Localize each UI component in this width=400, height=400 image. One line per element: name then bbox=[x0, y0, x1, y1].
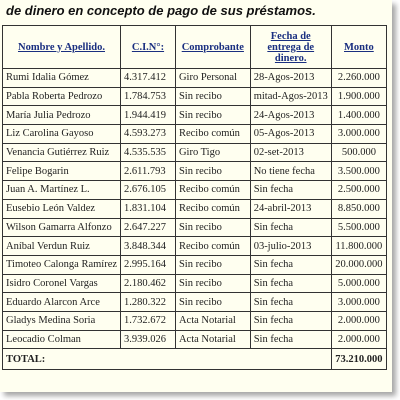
cell-receipt: Sin recibo bbox=[175, 87, 250, 106]
document-heading: de dinero en concepto de pago de sus préstamos. bbox=[6, 3, 316, 18]
cell-date: Sin fecha bbox=[250, 181, 331, 200]
header-name: Nombre y Apellido. bbox=[3, 26, 121, 69]
cell-date: No tiene fecha bbox=[250, 162, 331, 181]
cell-date: Sin fecha bbox=[250, 255, 331, 274]
cell-name: Eduardo Alarcon Arce bbox=[3, 293, 121, 312]
cell-receipt: Giro Tigo bbox=[175, 143, 250, 162]
table-row bbox=[3, 106, 387, 125]
cell-receipt: Sin recibo bbox=[175, 162, 250, 181]
cell-ci: 4.317.412 bbox=[121, 69, 176, 88]
table-row bbox=[3, 69, 387, 88]
table-row bbox=[3, 237, 387, 256]
cell-receipt: Recibo común bbox=[175, 181, 250, 200]
cell-date: 05-Agos-2013 bbox=[250, 125, 331, 144]
table-row bbox=[3, 87, 387, 106]
cell-receipt: Sin recibo bbox=[175, 274, 250, 293]
cell-ci: 1.831.104 bbox=[121, 199, 176, 218]
cell-name: Gladys Medina Soria bbox=[3, 311, 121, 330]
cell-date: Sin fecha bbox=[250, 311, 331, 330]
cell-ci: 2.611.793 bbox=[121, 162, 176, 181]
table-header-row bbox=[3, 26, 387, 69]
table-row bbox=[3, 199, 387, 218]
cell-amount: 8.850.000 bbox=[331, 199, 386, 218]
table-row bbox=[3, 255, 387, 274]
table-row bbox=[3, 162, 387, 181]
cell-amount: 20.000.000 bbox=[331, 255, 386, 274]
cell-receipt: Sin recibo bbox=[175, 218, 250, 237]
cell-date: Sin fecha bbox=[250, 218, 331, 237]
cell-ci: 4.593.273 bbox=[121, 125, 176, 144]
total-label: TOTAL: bbox=[3, 349, 332, 370]
cell-date: Sin fecha bbox=[250, 274, 331, 293]
cell-name: Liz Carolina Gayoso bbox=[3, 125, 121, 144]
cell-ci: 3.939.026 bbox=[121, 330, 176, 349]
cell-amount: 2.000.000 bbox=[331, 311, 386, 330]
cell-receipt: Recibo común bbox=[175, 237, 250, 256]
cell-date: 03-julio-2013 bbox=[250, 237, 331, 256]
cell-amount: 1.900.000 bbox=[331, 87, 386, 106]
cell-amount: 5.000.000 bbox=[331, 274, 386, 293]
total-row bbox=[3, 349, 387, 370]
header-amount: Monto bbox=[331, 26, 386, 69]
cell-name: Pabla Roberta Pedrozo bbox=[3, 87, 121, 106]
cell-name: Juan A. Martínez L. bbox=[3, 181, 121, 200]
loans-table bbox=[2, 25, 387, 370]
header-receipt: Comprobante bbox=[175, 26, 250, 69]
cell-date: 24-Agos-2013 bbox=[250, 106, 331, 125]
table-row bbox=[3, 125, 387, 144]
cell-receipt: Sin recibo bbox=[175, 255, 250, 274]
cell-amount: 5.500.000 bbox=[331, 218, 386, 237]
table-row bbox=[3, 181, 387, 200]
cell-ci: 1.732.672 bbox=[121, 311, 176, 330]
cell-name: Timoteo Calonga Ramírez bbox=[3, 255, 121, 274]
cell-amount: 3.500.000 bbox=[331, 162, 386, 181]
table-row bbox=[3, 311, 387, 330]
header-ci: C.I.N°: bbox=[121, 26, 176, 69]
cell-receipt: Sin recibo bbox=[175, 293, 250, 312]
table-row bbox=[3, 274, 387, 293]
cell-amount: 3.000.000 bbox=[331, 125, 386, 144]
cell-ci: 2.180.462 bbox=[121, 274, 176, 293]
table-row bbox=[3, 218, 387, 237]
cell-amount: 500.000 bbox=[331, 143, 386, 162]
cell-name: Eusebio León Valdez bbox=[3, 199, 121, 218]
cell-amount: 11.800.000 bbox=[331, 237, 386, 256]
cell-ci: 1.280.322 bbox=[121, 293, 176, 312]
cell-ci: 2.647.227 bbox=[121, 218, 176, 237]
cell-ci: 1.784.753 bbox=[121, 87, 176, 106]
table-row bbox=[3, 143, 387, 162]
cell-receipt: Recibo común bbox=[175, 125, 250, 144]
cell-receipt: Sin recibo bbox=[175, 106, 250, 125]
cell-receipt: Acta Notarial bbox=[175, 330, 250, 349]
cell-name: Felipe Bogarin bbox=[3, 162, 121, 181]
cell-amount: 2.000.000 bbox=[331, 330, 386, 349]
cell-date: 02-set-2013 bbox=[250, 143, 331, 162]
cell-date: Sin fecha bbox=[250, 293, 331, 312]
cell-amount: 3.000.000 bbox=[331, 293, 386, 312]
cell-name: María Julia Pedrozo bbox=[3, 106, 121, 125]
cell-date: 28-Agos-2013 bbox=[250, 69, 331, 88]
cell-name: Leocadio Colman bbox=[3, 330, 121, 349]
cell-receipt: Giro Personal bbox=[175, 69, 250, 88]
header-date: Fecha de entrega de dinero. bbox=[250, 26, 331, 69]
cell-ci: 2.995.164 bbox=[121, 255, 176, 274]
table-row bbox=[3, 330, 387, 349]
cell-name: Rumi Idalia Gómez bbox=[3, 69, 121, 88]
cell-amount: 2.500.000 bbox=[331, 181, 386, 200]
cell-date: mitad-Agos-2013 bbox=[250, 87, 331, 106]
total-amount: 73.210.000 bbox=[331, 349, 386, 370]
cell-receipt: Acta Notarial bbox=[175, 311, 250, 330]
cell-amount: 1.400.000 bbox=[331, 106, 386, 125]
cell-ci: 2.676.105 bbox=[121, 181, 176, 200]
cell-name: Venancia Gutiérrez Ruiz bbox=[3, 143, 121, 162]
cell-name: Isidro Coronel Vargas bbox=[3, 274, 121, 293]
cell-receipt: Recibo común bbox=[175, 199, 250, 218]
cell-ci: 1.944.419 bbox=[121, 106, 176, 125]
cell-ci: 4.535.535 bbox=[121, 143, 176, 162]
cell-date: Sin fecha bbox=[250, 330, 331, 349]
cell-ci: 3.848.344 bbox=[121, 237, 176, 256]
cell-amount: 2.260.000 bbox=[331, 69, 386, 88]
cell-name: Aníbal Verdun Ruiz bbox=[3, 237, 121, 256]
cell-name: Wilson Gamarra Alfonzo bbox=[3, 218, 121, 237]
table-row bbox=[3, 293, 387, 312]
cell-date: 24-abril-2013 bbox=[250, 199, 331, 218]
